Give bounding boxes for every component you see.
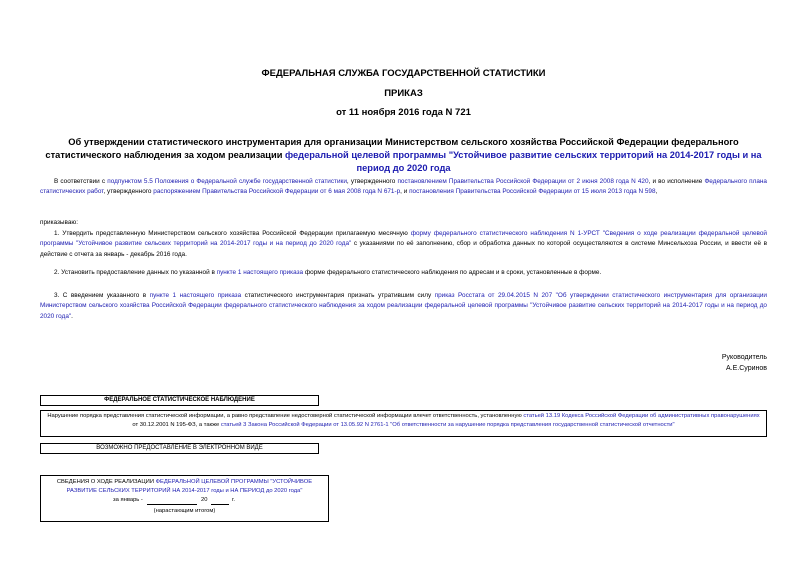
preamble-text-3: , и во исполнение (648, 178, 705, 185)
preamble-link-4[interactable]: распоряжением Правительства Российской Федерации от 6 мая 2008 года N 671-р (153, 188, 401, 196)
doc-date-heading: от 11 ноября 2016 года N 721 (336, 107, 471, 118)
warning-box (40, 410, 767, 437)
item-1-form-link[interactable]: форму федерального статистического наблюдения N 1-УРСТ "Сведения о ходе реализации федеральной целевой программы "Устойчивое развитие сельских территорий на 2014-2017 годы и на период до 2020 года" (40, 230, 767, 248)
item-3-text-2: статистического инструментария признать утратившим силу (241, 292, 435, 299)
report-title-box (40, 475, 329, 522)
preamble-text-4: , утвержденного (103, 188, 154, 196)
item-2-link[interactable]: пункте 1 настоящего приказа (216, 269, 304, 276)
observation-label-box: ФЕДЕРАЛЬНОЕ СТАТИСТИЧЕСКОЕ НАБЛЮДЕНИЕ (40, 395, 319, 406)
report-period-row (45, 495, 324, 505)
item-1-text-1: 1. Утвердить представленную Министерством сельского хозяйства Российской Федерации прилагаемую месячную (54, 230, 411, 237)
preamble-link-1[interactable]: подпунктом 5.5 Положения о Федеральной службе государственной статистики (107, 178, 347, 185)
period-year-line[interactable] (211, 504, 229, 505)
period-month-line[interactable] (147, 504, 197, 505)
preamble-link-3[interactable]: Федерального плана статистических работ (40, 178, 767, 196)
cumulative-note: (нарастающим итогом) (153, 508, 216, 514)
warning-link-2[interactable]: статьей 3 Закона Российской Федерации от 13.05.92 N 2761-1 "Об ответственности за нарушение порядка представления государственной статистической отчетности" (220, 421, 675, 428)
report-title (45, 478, 324, 495)
warning-text-1: Нарушение порядка представления статистической информации, а равно представление недостоверной статистической информации влечет ответственность, установленную (47, 413, 524, 419)
year-prefix: 20 (201, 497, 208, 503)
warning-link-1[interactable]: статьей 13.19 Кодекса Российской Федерации об административных правонарушениях (523, 413, 760, 419)
electronic-submission-box: ВОЗМОЖНО ПРЕДОСТАВЛЕНИЕ В ЭЛЕКТРОННОМ ВИДЕ (40, 443, 319, 454)
preamble-text-1: В соответствии с (54, 178, 108, 185)
item-3-paragraph (40, 291, 767, 322)
item-3-text-3: . (71, 312, 73, 320)
year-suffix: г. (232, 497, 236, 503)
item-3-link-1[interactable]: пункте 1 настоящего приказа (149, 292, 242, 299)
item-3-link-2[interactable]: приказ Росстата от 29.04.2015 N 207 "Об утверждении статистического инструментария для организации Министерством сельского хозяйства Российской Федерации федерального статистического наблюдения за ходом реализации федеральной целевой программы "Устойчивое развитие сельских территорий на 2014-2017 годы и на период до 2020 года" (40, 292, 767, 320)
signature-role: Руководитель (721, 354, 767, 361)
signature-name: А.Е.Суринов (726, 365, 767, 372)
item-2-text-1: 2. Установить предоставление данных по указанной в (54, 269, 217, 276)
item-2-paragraph (40, 268, 767, 278)
order-word: приказываю: (40, 219, 78, 226)
preamble-text-6: , (655, 188, 658, 196)
item-2-text-2: форме федерального статистического наблюдения по адресам и в сроки, установленные в форме. (303, 269, 602, 276)
preamble-text-5: , и (400, 188, 410, 196)
doc-type-heading: ПРИКАЗ (384, 88, 423, 99)
preamble-paragraph (40, 177, 767, 198)
report-title-text: СВЕДЕНИЯ О ХОДЕ РЕАЛИЗАЦИИ (56, 479, 156, 485)
title-text: Об утверждении статистического инструментария для организации Министерством сельского хозяйства Российской Федерации федерального статистического наблюдения за ходом реализации (45, 137, 739, 160)
title-program-link[interactable]: федеральной целевой программы "Устойчивое развитие сельских территорий на 2014-2017 годы и на период до 2020 года (285, 150, 762, 173)
preamble-link-5[interactable]: постановления Правительства Российской Федерации от 15 июля 2013 года N 598 (409, 188, 656, 196)
signature (722, 352, 767, 374)
preamble-link-2[interactable]: постановлением Правительства Российской Федерации от 2 июня 2008 года N 420 (397, 178, 649, 185)
warning-text-2: от 30.12.2001 N 195-ФЗ, а также (132, 421, 221, 428)
item-1-text-2: с указаниями по её заполнению, сбор и обработка данных по которой осуществляются в системе Минсельхоза России, и ввести её в действие с отчета за январь - декабрь 2016 года. (40, 240, 767, 258)
preamble-text-2: , утвержденного (346, 178, 398, 185)
item-3-text-1: 3. С введением указанного в (54, 292, 150, 299)
agency-heading: ФЕДЕРАЛЬНАЯ СЛУЖБА ГОСУДАРСТВЕННОЙ СТАТИСТИКИ (261, 68, 546, 79)
report-program-link[interactable]: ФЕДЕРАЛЬНОЙ ЦЕЛЕВОЙ ПРОГРАММЫ "УСТОЙЧИВОЕ РАЗВИТИЕ СЕЛЬСКИХ ТЕРРИТОРИЙ НА 2014-2017 годы и НА ПЕРИОД до 2020 года" (66, 479, 313, 494)
item-1-paragraph (40, 229, 767, 260)
period-prefix: за январь - (113, 497, 143, 503)
document-title (40, 136, 767, 175)
